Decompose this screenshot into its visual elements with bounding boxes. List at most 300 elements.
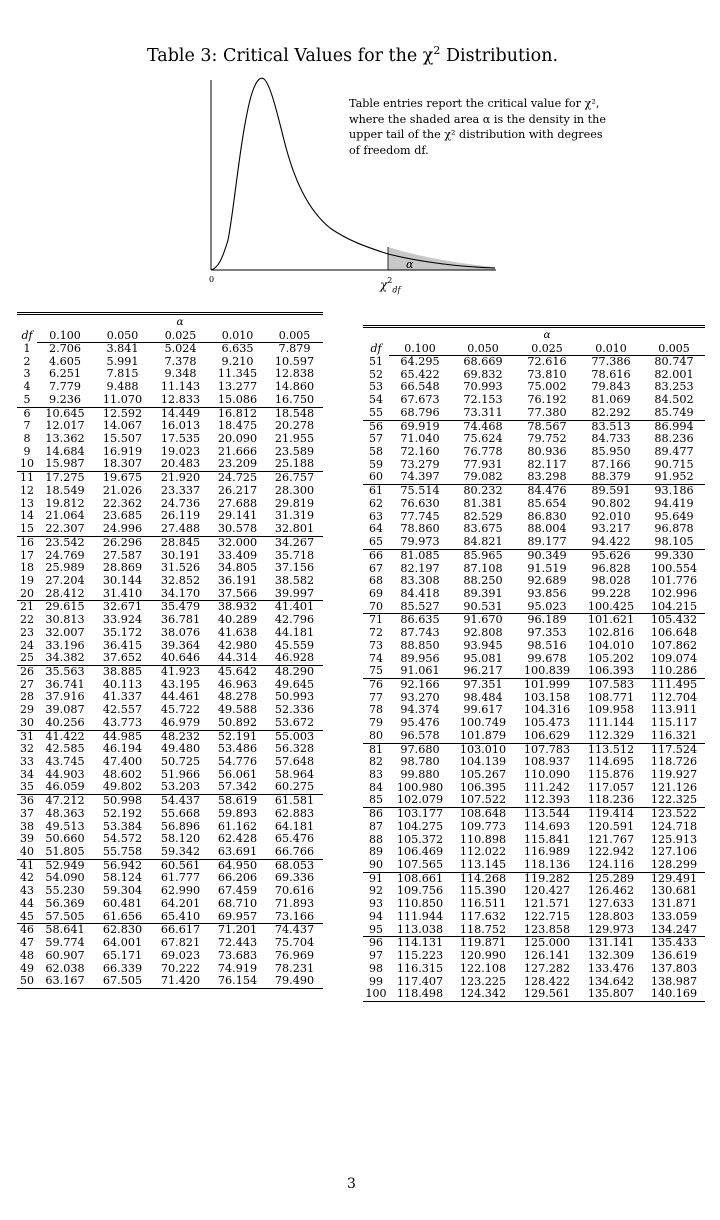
- value-cell: 23.337: [160, 483, 201, 497]
- value-cell: 69.023: [160, 948, 201, 962]
- value-cell: 62.830: [93, 924, 152, 937]
- upper-tail-shaded-area: [388, 247, 495, 270]
- value-cell: 72.616: [527, 355, 567, 368]
- value-cell: 116.315: [396, 961, 444, 975]
- value-cell: 82.197: [400, 561, 440, 575]
- value-cell: 85.654: [527, 496, 567, 510]
- value-cell: 67.821: [160, 936, 201, 950]
- value-cell: 83.253: [654, 380, 694, 394]
- value-cell: 24.769: [45, 548, 85, 562]
- table-row: [363, 769, 705, 782]
- value-cell: 49.480: [160, 742, 201, 756]
- df-cell: 87: [369, 819, 383, 833]
- value-cell: 44.903: [45, 767, 85, 781]
- value-cell: 76.630: [400, 496, 440, 510]
- df-cell: 99: [369, 974, 383, 988]
- value-cell: 25.188: [274, 457, 315, 471]
- value-cell: 71.893: [274, 896, 315, 910]
- table-row: [17, 588, 323, 601]
- value-cell: 131.871: [650, 897, 698, 911]
- df-cell: 78: [369, 703, 383, 717]
- value-cell: 44.181: [274, 625, 315, 639]
- value-cell: 75.514: [389, 485, 451, 498]
- value-cell: 76.969: [274, 948, 315, 962]
- value-cell: 39.364: [160, 638, 201, 652]
- df-cell: 35: [20, 780, 34, 794]
- value-cell: 113.512: [579, 743, 643, 756]
- value-cell: 95.476: [400, 716, 440, 730]
- value-cell: 3.841: [106, 342, 139, 355]
- value-cell: 95.081: [463, 651, 503, 665]
- df-cell: 86: [363, 808, 389, 821]
- df-cell: 25: [20, 651, 34, 665]
- value-cell: 93.945: [463, 638, 503, 652]
- value-cell: 56.061: [217, 767, 258, 781]
- value-cell: 103.158: [523, 690, 571, 704]
- table-row: [17, 898, 323, 911]
- value-cell: 84.733: [591, 432, 631, 446]
- value-cell: 110.286: [650, 664, 698, 678]
- value-cell: 100.980: [396, 780, 444, 794]
- df-cell: 46: [17, 924, 37, 937]
- value-cell: 47.400: [102, 755, 143, 768]
- value-cell: 50.892: [217, 715, 258, 729]
- value-cell: 42.980: [217, 638, 258, 652]
- value-cell: 114.268: [451, 872, 515, 885]
- value-cell: 64.295: [400, 355, 440, 368]
- value-cell: 69.957: [217, 909, 258, 923]
- value-cell: 93.186: [643, 485, 705, 498]
- value-cell: 95.023: [527, 599, 567, 613]
- value-cell: 38.076: [160, 625, 201, 639]
- df-cell: 74: [369, 651, 383, 665]
- table-row: [363, 821, 705, 834]
- table-row: [17, 717, 323, 730]
- value-cell: 34.805: [217, 561, 258, 575]
- value-cell: 88.236: [654, 432, 694, 446]
- value-cell: 36.741: [45, 677, 85, 691]
- value-cell: 50.660: [45, 832, 85, 846]
- table-row: [17, 458, 323, 471]
- value-cell: 87.166: [591, 457, 631, 471]
- page-number: 3: [347, 1176, 356, 1192]
- value-cell: 104.275: [396, 819, 444, 833]
- table-row: [363, 498, 705, 511]
- df-cell: 80: [369, 728, 383, 742]
- df-cell: 23: [20, 625, 34, 639]
- value-cell: 118.752: [459, 922, 507, 936]
- value-cell: 83.308: [400, 574, 440, 588]
- value-cell: 40.646: [160, 651, 201, 665]
- value-cell: 38.582: [274, 573, 315, 587]
- value-cell: 133.059: [650, 909, 698, 923]
- value-cell: 136.619: [650, 949, 698, 963]
- value-cell: 61.581: [266, 795, 323, 808]
- column-header: 0.010: [209, 328, 266, 343]
- table-row: [17, 652, 323, 665]
- df-cell: 3: [23, 367, 31, 381]
- value-cell: 131.141: [579, 937, 643, 950]
- value-cell: 100.425: [587, 599, 635, 613]
- value-cell: 104.139: [459, 755, 507, 769]
- table-row: [363, 627, 705, 640]
- df-cell: 92: [369, 884, 383, 898]
- value-cell: 70.616: [274, 884, 315, 898]
- table-row: [363, 730, 705, 743]
- value-cell: 43.195: [160, 677, 201, 691]
- df-cell: 37: [20, 806, 34, 820]
- df-cell: 55: [369, 405, 383, 419]
- table-body-left: [17, 343, 323, 989]
- value-cell: 32.000: [209, 536, 266, 549]
- value-cell: 30.144: [102, 573, 143, 587]
- value-cell: 62.428: [217, 832, 258, 846]
- page-title: Table 3: Critical Values for the $\chi^2$ Distribution.: [146, 44, 559, 66]
- value-cell: 22.362: [102, 496, 143, 510]
- value-cell: 34.267: [266, 536, 323, 549]
- value-cell: 51.805: [45, 845, 85, 859]
- table-row: [363, 963, 705, 976]
- df-cell: 29: [20, 703, 34, 717]
- value-cell: 48.232: [152, 730, 209, 743]
- value-cell: 79.082: [463, 470, 503, 484]
- df-cell: 12: [20, 483, 34, 497]
- value-cell: 102.996: [650, 586, 698, 600]
- table-row: [17, 704, 323, 717]
- value-cell: 52.192: [102, 806, 143, 820]
- value-cell: 66.548: [400, 380, 440, 394]
- table-row: [17, 614, 323, 627]
- value-cell: 78.616: [591, 367, 631, 381]
- value-cell: 41.422: [37, 730, 93, 743]
- table-row: [363, 356, 705, 369]
- value-cell: 15.507: [102, 432, 143, 446]
- value-cell: 14.449: [152, 407, 209, 420]
- table-body-right: [363, 356, 705, 1002]
- value-cell: 128.422: [523, 974, 571, 988]
- value-cell: 77.931: [463, 457, 503, 471]
- value-cell: 30.191: [160, 548, 201, 562]
- value-cell: 75.624: [463, 432, 503, 446]
- value-cell: 47.212: [37, 795, 93, 808]
- critical-value-label: $\chi^2_{df}$: [380, 276, 401, 295]
- value-cell: 89.591: [579, 485, 643, 498]
- value-cell: 92.689: [527, 574, 567, 588]
- value-cell: 100.554: [650, 561, 698, 575]
- value-cell: 13.362: [45, 432, 85, 446]
- value-cell: 15.987: [45, 457, 85, 471]
- value-cell: 35.563: [37, 665, 93, 678]
- value-cell: 38.932: [209, 601, 266, 614]
- table-row: [363, 536, 705, 549]
- value-cell: 9.488: [106, 380, 139, 394]
- table-row: [17, 846, 323, 859]
- value-cell: 63.691: [217, 845, 258, 859]
- df-cell: 84: [369, 780, 383, 794]
- value-cell: 44.461: [160, 690, 201, 704]
- df-cell: 33: [20, 755, 34, 768]
- value-cell: 91.670: [451, 614, 515, 627]
- value-cell: 49.513: [45, 819, 85, 833]
- value-cell: 83.675: [463, 522, 503, 536]
- value-cell: 18.307: [102, 457, 143, 471]
- alpha-label: α: [406, 258, 414, 271]
- df-cell: 7: [23, 419, 31, 433]
- value-cell: 87.743: [400, 626, 440, 640]
- df-cell: 47: [20, 936, 34, 950]
- column-header: 0.010: [579, 341, 643, 356]
- value-cell: 115.223: [396, 949, 444, 963]
- value-cell: 16.919: [102, 444, 143, 458]
- value-cell: 41.401: [266, 601, 323, 614]
- value-cell: 105.267: [459, 768, 507, 781]
- value-cell: 16.013: [160, 419, 201, 433]
- value-cell: 14.860: [274, 380, 315, 394]
- value-cell: 29.615: [37, 601, 93, 614]
- df-cell: 10: [20, 457, 34, 471]
- value-cell: 56.896: [160, 819, 201, 833]
- value-cell: 45.722: [160, 703, 201, 717]
- value-cell: 118.726: [650, 755, 698, 769]
- value-cell: 135.807: [579, 988, 643, 1001]
- value-cell: 107.565: [396, 858, 444, 872]
- value-cell: 121.126: [650, 780, 698, 794]
- value-cell: 105.202: [587, 651, 635, 665]
- value-cell: 61.777: [160, 871, 201, 885]
- value-cell: 54.437: [152, 795, 209, 808]
- value-cell: 101.776: [650, 574, 698, 588]
- value-cell: 138.987: [650, 974, 698, 988]
- value-cell: 67.505: [93, 975, 152, 988]
- value-cell: 104.316: [523, 703, 571, 717]
- value-cell: 117.057: [587, 780, 635, 794]
- column-header-row: [17, 328, 323, 343]
- value-cell: 70.222: [160, 961, 201, 975]
- value-cell: 65.422: [400, 367, 440, 381]
- value-cell: 60.481: [102, 896, 143, 910]
- value-cell: 12.838: [274, 367, 315, 381]
- df-cell: 75: [369, 664, 383, 678]
- df-cell: 60: [369, 470, 383, 484]
- value-cell: 24.996: [102, 522, 143, 536]
- value-cell: 120.990: [459, 949, 507, 963]
- value-cell: 73.311: [463, 405, 503, 419]
- value-cell: 42.796: [274, 613, 315, 627]
- df-cell: 66: [363, 549, 389, 562]
- value-cell: 76.192: [527, 393, 567, 407]
- value-cell: 20.278: [274, 419, 315, 433]
- value-cell: 111.144: [587, 716, 635, 730]
- value-cell: 119.871: [451, 937, 515, 950]
- value-cell: 113.911: [650, 703, 698, 717]
- value-cell: 73.683: [217, 948, 258, 962]
- value-cell: 112.329: [587, 728, 635, 742]
- value-cell: 106.648: [650, 626, 698, 640]
- value-cell: 20.090: [217, 432, 258, 446]
- value-cell: 50.993: [274, 690, 315, 704]
- table-row: [17, 627, 323, 640]
- value-cell: 45.559: [274, 638, 315, 652]
- table-row: [363, 808, 705, 821]
- value-cell: 23.542: [37, 536, 93, 549]
- value-cell: 69.919: [389, 420, 451, 433]
- value-cell: 79.490: [266, 975, 323, 988]
- value-cell: 22.307: [45, 522, 85, 536]
- critical-values-table-right: [363, 325, 705, 1002]
- value-cell: 109.958: [587, 703, 635, 717]
- value-cell: 53.486: [217, 742, 258, 756]
- value-cell: 84.418: [400, 586, 440, 600]
- value-cell: 12.017: [45, 419, 85, 433]
- value-cell: 44.985: [93, 730, 152, 743]
- df-cell: 79: [369, 716, 383, 730]
- df-cell: 5: [23, 392, 31, 406]
- value-cell: 72.443: [217, 936, 258, 950]
- value-cell: 119.414: [579, 808, 643, 821]
- value-cell: 82.529: [463, 509, 503, 523]
- value-cell: 21.666: [217, 444, 258, 458]
- df-cell: 2: [23, 354, 31, 368]
- table-row: [363, 640, 705, 653]
- df-cell: 68: [369, 574, 383, 588]
- value-cell: 105.432: [643, 614, 705, 627]
- value-cell: 115.876: [587, 768, 635, 781]
- column-header: 0.100: [37, 328, 93, 343]
- value-cell: 32.801: [274, 522, 315, 536]
- value-cell: 103.010: [451, 743, 515, 756]
- value-cell: 99.617: [463, 703, 503, 717]
- value-cell: 92.010: [591, 509, 631, 523]
- value-cell: 123.858: [523, 922, 571, 936]
- value-cell: 63.167: [37, 975, 93, 988]
- value-cell: 11.143: [160, 380, 201, 394]
- table-row: [17, 665, 323, 678]
- value-cell: 93.270: [400, 690, 440, 704]
- value-cell: 52.949: [37, 859, 93, 872]
- value-cell: 99.228: [591, 586, 631, 600]
- value-cell: 98.028: [591, 574, 631, 588]
- value-cell: 5.024: [164, 342, 197, 355]
- value-cell: 19.023: [160, 444, 201, 458]
- df-cell: 42: [20, 871, 34, 885]
- value-cell: 48.363: [45, 806, 85, 820]
- value-cell: 111.242: [523, 780, 571, 794]
- value-cell: 57.342: [217, 780, 258, 794]
- table-row: [17, 343, 323, 356]
- value-cell: 12.833: [160, 392, 201, 406]
- df-cell: 70: [369, 599, 383, 613]
- value-cell: 90.802: [591, 496, 631, 510]
- table-row: [17, 394, 323, 407]
- value-cell: 84.476: [515, 485, 579, 498]
- value-cell: 43.773: [102, 715, 143, 729]
- value-cell: 93.856: [527, 586, 567, 600]
- value-cell: 96.878: [654, 522, 694, 536]
- value-cell: 23.685: [102, 509, 143, 523]
- value-cell: 55.758: [102, 845, 143, 859]
- value-cell: 64.201: [160, 896, 201, 910]
- table-row: [363, 588, 705, 601]
- value-cell: 124.342: [451, 988, 515, 1001]
- value-cell: 83.513: [579, 420, 643, 433]
- value-cell: 35.479: [152, 601, 209, 614]
- value-cell: 101.999: [515, 678, 579, 691]
- value-cell: 42.585: [45, 742, 85, 756]
- value-cell: 79.752: [527, 432, 567, 446]
- value-cell: 97.351: [451, 678, 515, 691]
- value-cell: 84.502: [654, 393, 694, 407]
- value-cell: 91.519: [527, 561, 567, 575]
- df-cell: 38: [20, 819, 34, 833]
- value-cell: 108.937: [523, 755, 571, 769]
- value-cell: 7.879: [278, 342, 311, 355]
- value-cell: 107.862: [650, 638, 698, 652]
- value-cell: 23.209: [217, 457, 258, 471]
- alpha-header: α: [543, 328, 551, 341]
- df-cell: 65: [369, 535, 383, 549]
- value-cell: 30.578: [217, 522, 258, 536]
- value-cell: 51.966: [160, 767, 201, 781]
- df-cell: 88: [369, 832, 383, 846]
- value-cell: 4.605: [48, 354, 82, 368]
- table-row: [17, 975, 323, 988]
- value-cell: 89.391: [463, 586, 503, 600]
- column-header: 0.025: [152, 328, 209, 343]
- value-cell: 56.369: [45, 896, 85, 910]
- value-cell: 97.680: [389, 743, 451, 756]
- value-cell: 88.379: [591, 470, 631, 484]
- value-cell: 119.927: [650, 768, 698, 781]
- df-cell: 34: [20, 767, 34, 781]
- value-cell: 40.113: [102, 677, 143, 691]
- value-cell: 116.321: [650, 728, 698, 742]
- value-cell: 80.936: [527, 445, 567, 459]
- df-cell: 49: [20, 961, 34, 975]
- df-cell: 15: [20, 522, 34, 536]
- value-cell: 46.059: [45, 780, 85, 794]
- df-cell: 52: [369, 367, 383, 381]
- value-cell: 125.000: [515, 937, 579, 950]
- df-cell: 44: [20, 896, 34, 910]
- table-row: [363, 988, 705, 1001]
- value-cell: 101.879: [459, 728, 507, 742]
- figure-description: Table entries report the critical value for χ², where the shaded area α is the density in the upper tail of the χ² distribution with degrees of freedom df.: [349, 97, 606, 157]
- value-cell: 41.923: [152, 665, 209, 678]
- value-cell: 31.526: [160, 561, 201, 575]
- value-cell: 89.477: [654, 445, 694, 459]
- value-cell: 127.633: [587, 897, 635, 911]
- value-cell: 37.652: [102, 651, 143, 665]
- value-cell: 80.747: [654, 355, 694, 368]
- table-row: [17, 795, 323, 808]
- value-cell: 118.498: [389, 988, 451, 1001]
- df-cell: 82: [369, 755, 383, 769]
- value-cell: 125.289: [579, 872, 643, 885]
- value-cell: 27.587: [102, 548, 143, 562]
- value-cell: 6.251: [48, 367, 82, 381]
- value-cell: 95.626: [579, 549, 643, 562]
- df-cell: 67: [369, 561, 383, 575]
- df-cell: 31: [17, 730, 37, 743]
- column-header: 0.100: [389, 341, 451, 356]
- value-cell: 9.236: [48, 392, 82, 406]
- value-cell: 111.944: [396, 909, 444, 923]
- table-row: [363, 717, 705, 730]
- value-cell: 72.153: [463, 393, 503, 407]
- value-cell: 35.172: [102, 625, 143, 639]
- df-cell: 30: [20, 715, 34, 729]
- df-cell: 85: [369, 793, 383, 807]
